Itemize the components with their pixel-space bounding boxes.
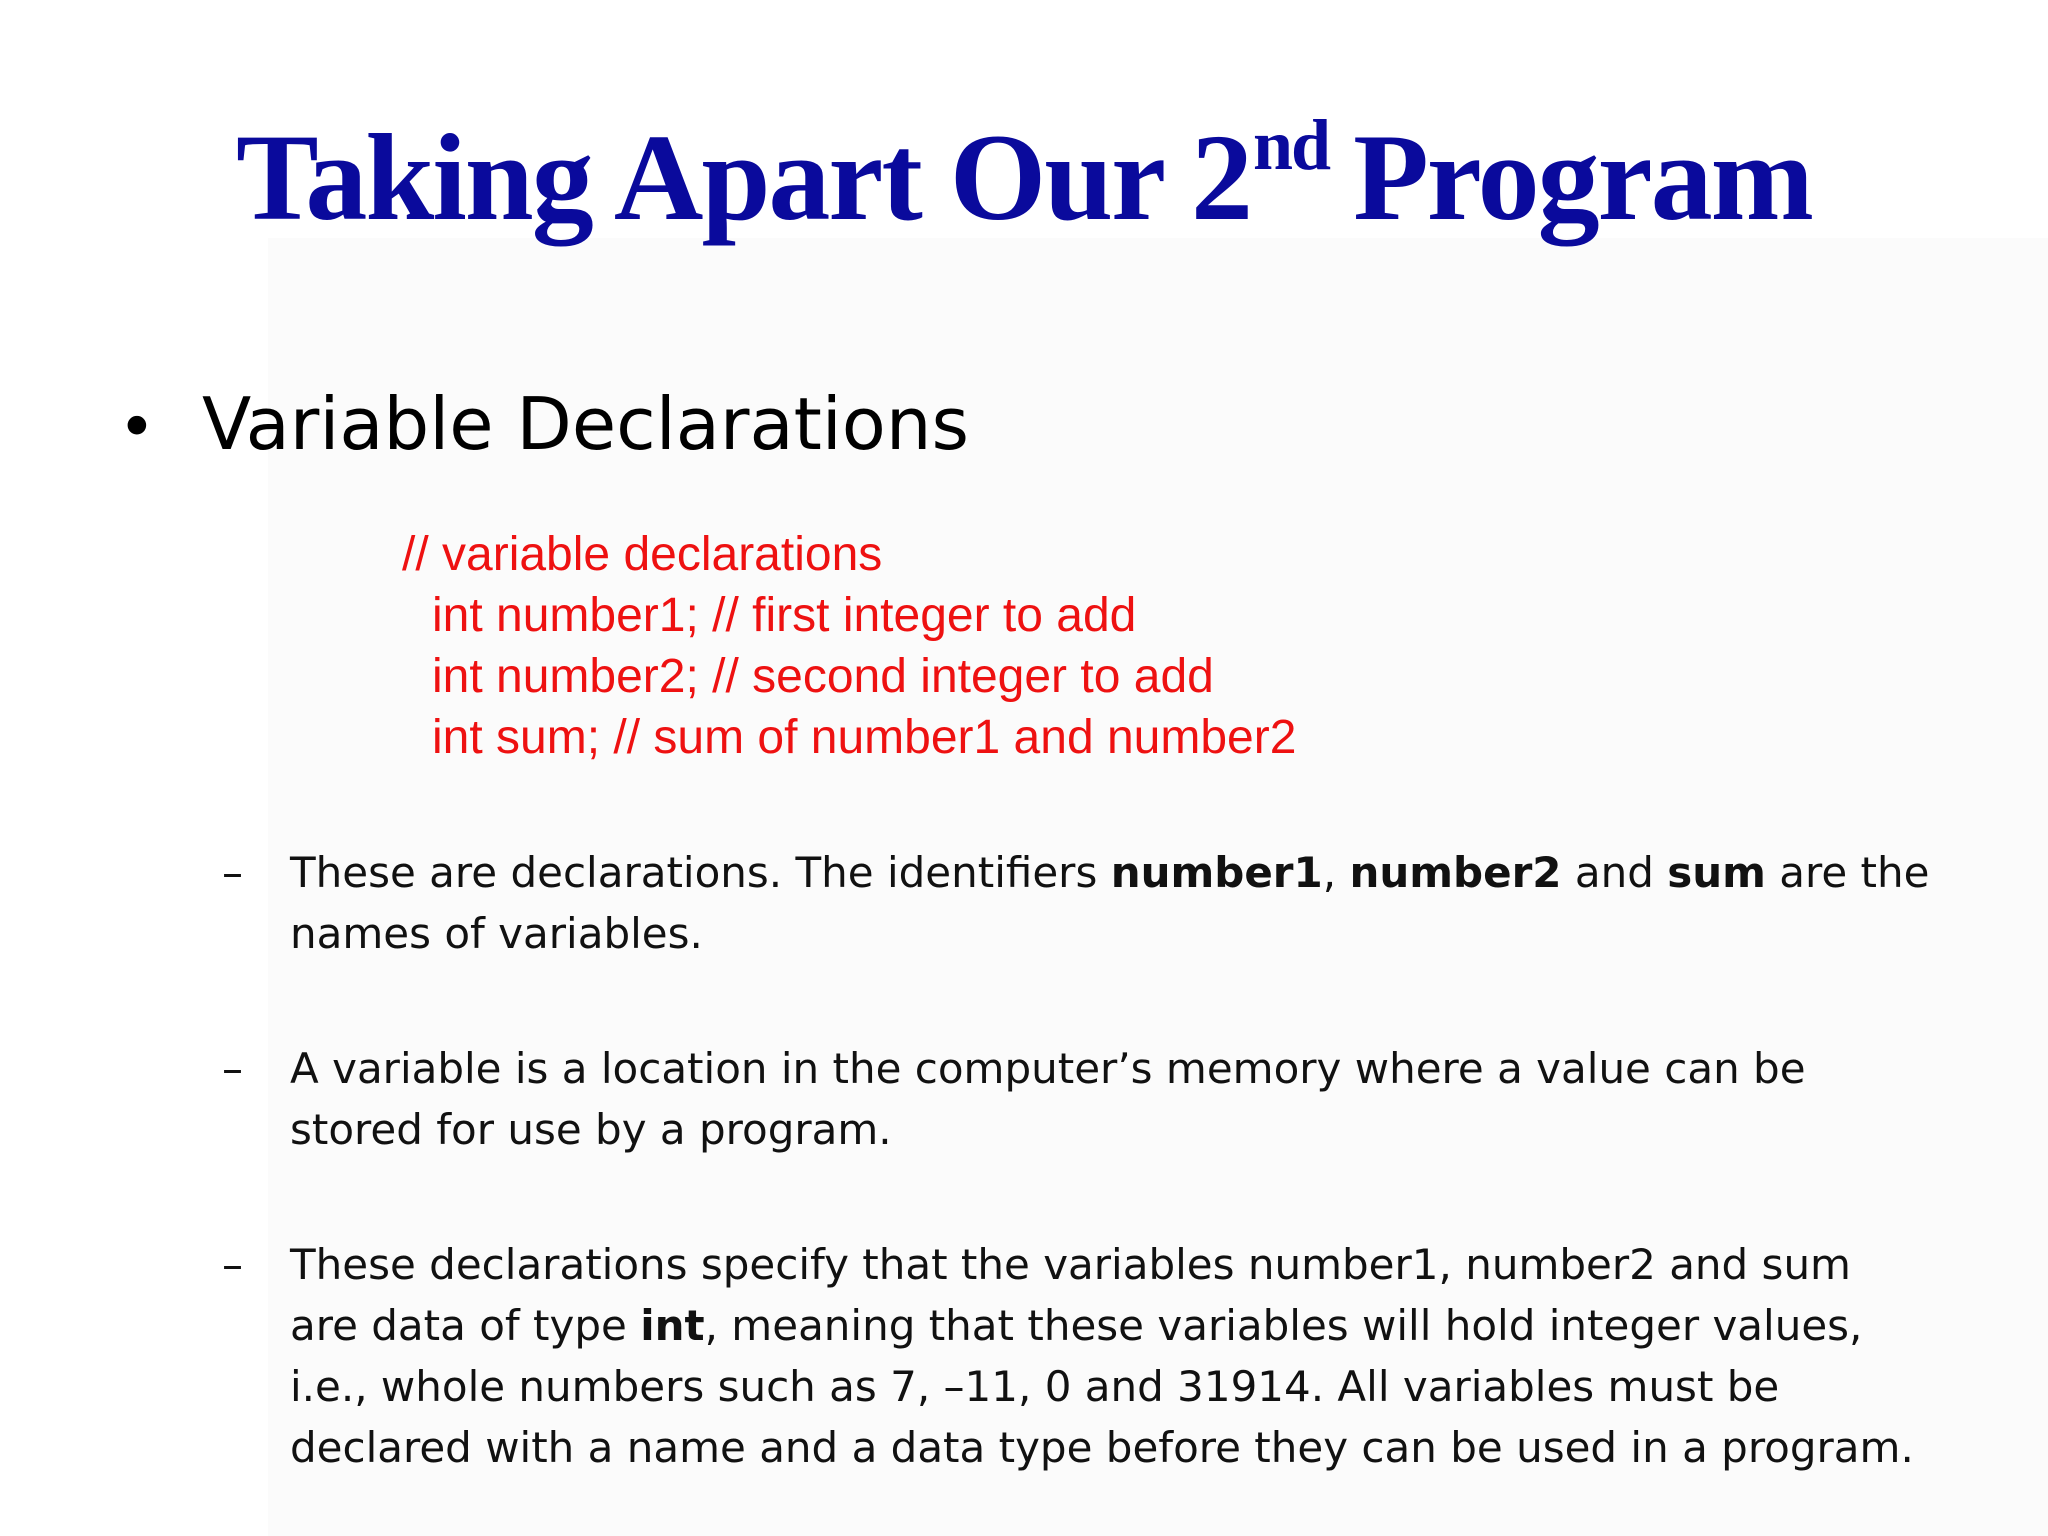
code-line-number1: int number1; // first integer to add bbox=[432, 589, 1137, 642]
text-part: , meaning that these variables will hold integer values, i.e., whole numbers such as 7, –11, 0 and 31914. All variables must be declared with a name and a data type before they can be used in a program. bbox=[290, 1301, 1914, 1472]
sub-item-text bbox=[290, 842, 1930, 964]
sub-item-declarations bbox=[222, 842, 1962, 964]
sub-item-text bbox=[290, 1234, 1930, 1478]
title-superscript: nd bbox=[1252, 105, 1330, 185]
dash-icon: – bbox=[222, 1044, 243, 1093]
bullet-variable-declarations bbox=[118, 376, 969, 476]
sub-item-variable-definition bbox=[222, 1038, 1962, 1160]
code-line-number2: int number2; // second integer to add bbox=[432, 650, 1214, 703]
text-part: , bbox=[1322, 848, 1350, 897]
text-part: are the names of variables. bbox=[290, 848, 1930, 958]
bullet-icon: • bbox=[118, 391, 156, 465]
code-block bbox=[402, 524, 1296, 768]
text-part: and bbox=[1561, 848, 1668, 897]
sub-item-text: A variable is a location in the computer’s memory where a value can be stored for use by a program. bbox=[290, 1044, 1806, 1154]
identifier-number1: number1 bbox=[1110, 848, 1323, 897]
dash-icon: – bbox=[222, 848, 243, 897]
title-main: Taking Apart Our 2 bbox=[236, 109, 1251, 246]
type-int: int bbox=[640, 1301, 705, 1350]
code-line-comment: // variable declarations bbox=[402, 528, 883, 581]
text-part: These are declarations. The identifiers bbox=[290, 848, 1111, 897]
identifier-sum: sum bbox=[1667, 848, 1766, 897]
slide-title bbox=[0, 105, 2048, 265]
code-line-sum: int sum; // sum of number1 and number2 bbox=[432, 711, 1297, 764]
title-end: Program bbox=[1353, 109, 1812, 246]
bullet-text: Variable Declarations bbox=[202, 382, 970, 466]
sub-item-data-type bbox=[222, 1234, 1962, 1478]
text-part: These declarations specify that the variables number1, number2 and sum are data of type bbox=[290, 1240, 1851, 1350]
identifier-number2: number2 bbox=[1349, 848, 1562, 897]
dash-icon: – bbox=[222, 1240, 243, 1289]
